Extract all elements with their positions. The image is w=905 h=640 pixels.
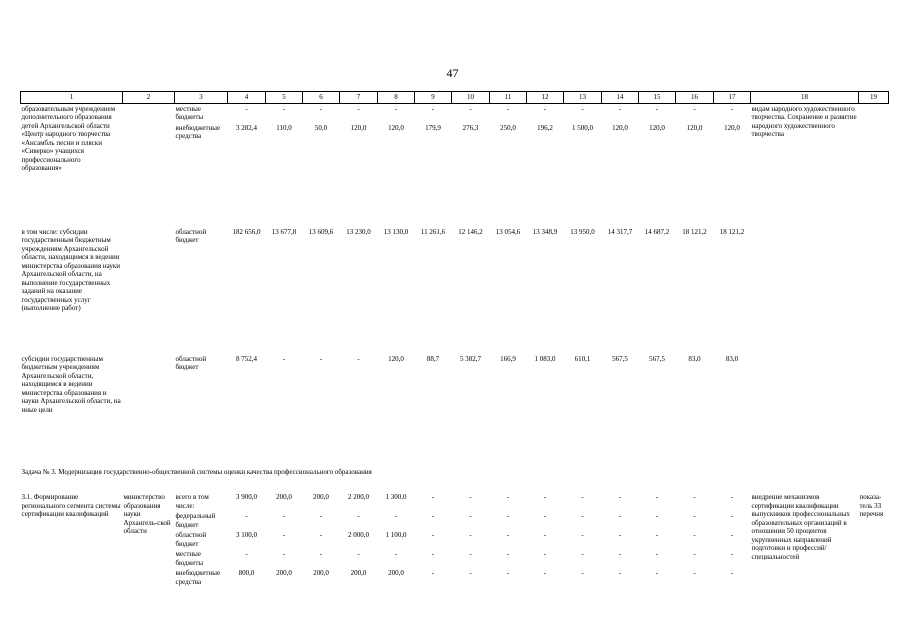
- table-row: областной бюджет 3 100,0 - - 2 000,0 1 100,0 - - - - - - - - -: [175, 531, 734, 548]
- table-row: внебюджетные средства 3 282,4 110,0 50,0 120,0 120,0 179,9 276,3 250,0 196,2 1 500,0 120,0 120,0 120,0 120,0: [21, 123, 889, 227]
- funding-source: местные бюджеты: [175, 550, 204, 567]
- table-row: в том числе: субсидии государственным бюджетным учреждениям Архангельской области, находящимся в ведении министерства образования науки Архангельской области, на выполнение государственных заданий на оказание государственных услуг (выполнение работ) областной бюджет 182 656,0 13 677,8 13 609,6 13 230,0 13 130,0 11 261,6 12 146,2 13 054,6 13 348,9 13 950,0 14 317,7 14 687,2 18 121,2 18 121,2: [21, 227, 889, 354]
- column-number-header: [21, 92, 889, 104]
- measure-name: 3.1. Формирование регионального сегмента системы сертификации квалификаций: [21, 493, 121, 518]
- task-title: Задача № 3. Модернизация государственно-общественной системы оценки качества профессионального образования: [21, 467, 372, 476]
- column-number: 13: [564, 92, 602, 104]
- column-number: 4: [228, 92, 266, 104]
- task-row: [21, 454, 889, 493]
- column-number: 16: [676, 92, 714, 104]
- executor: министерство образования науки Архангель-ской области: [123, 493, 171, 535]
- funding-source: федеральный бюджет: [175, 512, 216, 529]
- column-number: 3: [175, 92, 228, 104]
- column-number: 17: [714, 92, 751, 104]
- column-number: 19: [859, 92, 889, 104]
- column-number: 6: [303, 92, 340, 104]
- table-row: внебюджетные средства 800,0 200,0 200,0 200,0 200,0 - - - - - - - - -: [175, 569, 734, 586]
- column-number: 1: [21, 92, 123, 104]
- measure-name: в том числе: субсидии государственным бюджетным учреждениям Архангельской области, находящимся в ведении министерства образования науки Архангельской области, на выполнение государственных заданий на оказание государственных услуг (выполнение работ): [21, 227, 120, 312]
- funding-source: областной бюджет: [175, 354, 207, 371]
- column-number: 18: [751, 92, 859, 104]
- column-number: 5: [266, 92, 303, 104]
- measure-name: образовательным учреждением дополнительного образования детей Архангельской области «Центр народного творчества «Ансамбль песни и пляски «Сиверко» учащихся профессионального образования»: [21, 104, 116, 172]
- table-row: 3.1. Формирование регионального сегмента системы сертификации квалификаций министерство образования науки Архангель-ской области всего в том числе: 3 900,0 200,0 200,0 2 200,0 1 300,0 - - - - - - - - - внедрение механизмов сертификации квалификации выпускников профессиональных образовательных организаций в отношении 50 процентов укрупненных направлений подготовки и профессий/специальностей показа-тель 33 перечня: [21, 492, 889, 511]
- table-row: федеральный бюджет - - - - - - - - - - - - - -: [175, 512, 734, 529]
- indicator-ref: показа-тель 33 перечня: [859, 493, 884, 518]
- measure-name: субсидии государственным бюджетным учреждениям Архангельской области, находящимся в ведении министерства образования и науки Архангельской области, на иные цели: [21, 354, 121, 414]
- column-number: 10: [452, 92, 490, 104]
- funding-source: областной бюджет: [175, 227, 207, 244]
- column-number: 8: [378, 92, 415, 104]
- table-row: образовательным учреждением дополнительного образования детей Архангельской области «Центр народного творчества «Ансамбль песни и пляски «Сиверко» учащихся профессионального образования» местные бюджеты - - - - - - - - - - - - - - видам народного художественного творчества. Сохранение и развитие народного художественного творчества: [21, 103, 889, 123]
- table-row: субсидии государственным бюджетным учреждениям Архангельской области, находящимся в ведении министерства образования и науки Архангельской области, на иные цели областной бюджет 8 752,4 - - - 120,0 88,7 5 382,7 166,9 1 083,0 610,1 567,5 567,5 83,0 83,0: [21, 354, 889, 454]
- page-number: 47: [446, 66, 459, 80]
- column-number: 9: [415, 92, 452, 104]
- column-number: 2: [123, 92, 175, 104]
- column-number: 7: [340, 92, 378, 104]
- column-number: 15: [639, 92, 676, 104]
- funding-source: внебюджетные средства: [175, 123, 221, 140]
- funding-source: всего в том числе:: [175, 493, 209, 510]
- column-number: 12: [527, 92, 564, 104]
- funding-source: внебюджетные средства: [175, 569, 221, 586]
- table-row: местные бюджеты - - - - - - - - - - - - - -: [175, 550, 734, 567]
- program-table: [20, 91, 882, 587]
- expected-result: видам народного художественного творчества. Сохранение и развитие народного художественного творчества: [751, 104, 857, 138]
- funding-source: местные бюджеты: [175, 104, 204, 121]
- expected-result: внедрение механизмов сертификации квалификации выпускников профессиональных образовательных организаций в отношении 50 процентов укрупненных направлений подготовки и профессий/специальностей: [751, 493, 850, 561]
- column-number: 14: [602, 92, 639, 104]
- column-number: 11: [490, 92, 527, 104]
- funding-source: областной бюджет: [175, 531, 207, 548]
